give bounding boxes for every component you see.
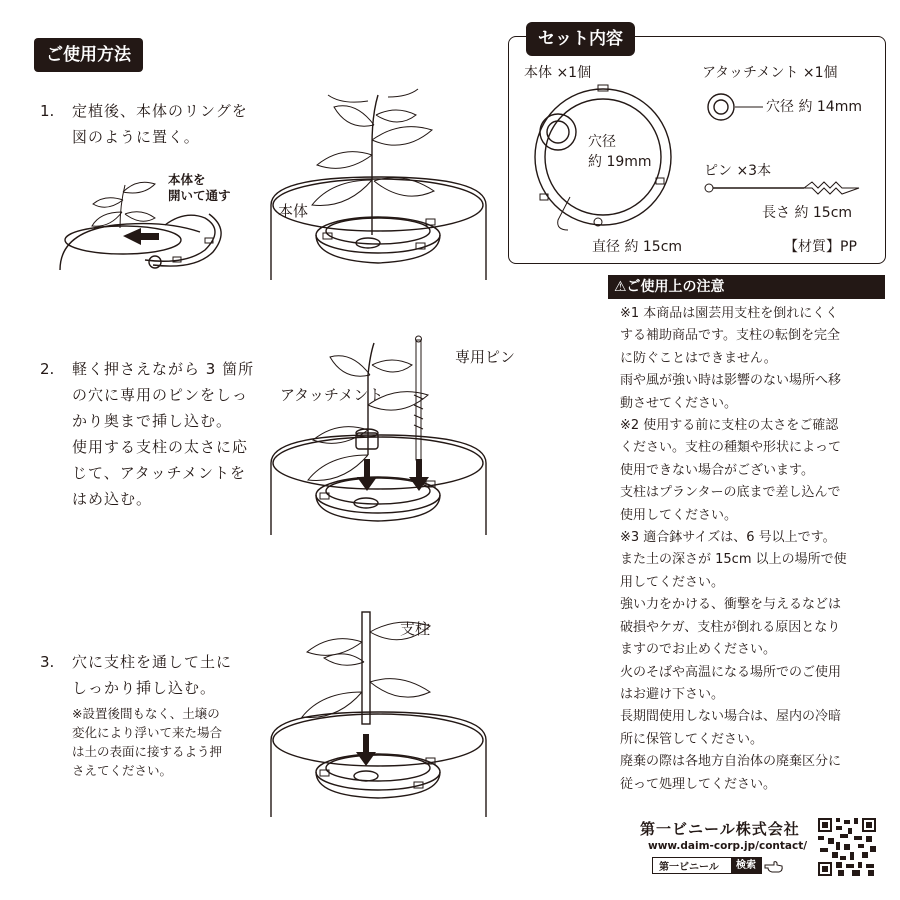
search-button[interactable]: 検索 [731, 858, 761, 873]
caution-line: 支柱はプランターの底まで差し込んで [620, 485, 841, 501]
step3-note-line: は土の表面に接するよう押 [72, 744, 223, 759]
pin-label: 専用ピン [455, 348, 516, 366]
step3-note-line: ※設置後間もなく、土壌の [72, 706, 220, 721]
pin-item: ピン ×3本 [704, 163, 772, 179]
caution-line: 廃棄の際は各地方自治体の廃棄区分に [620, 754, 842, 770]
qr-code-icon[interactable] [818, 818, 876, 876]
step1-callout-line: 本体を [168, 172, 206, 187]
step1-line: 定植後、本体のリングを [72, 102, 248, 120]
caution-line: ※3 適合鉢サイズは、6 号以上です。 [620, 530, 836, 546]
caution-line: ※2 使用する前に支柱の太さをご確認 [620, 418, 839, 434]
caution-line: 強い力をかける、衝撃を与えるなどは [620, 597, 842, 613]
pin-illustration [704, 178, 864, 200]
caution-line: 用してください。 [620, 574, 725, 590]
step2-line: 軽く押さえながら 3 箇所 [72, 360, 255, 378]
step2-line: じて、アタッチメントを [72, 464, 247, 482]
body-item: 本体 ×1個 [524, 65, 592, 81]
caution-line: ください。支柱の種類や形状によって [620, 440, 842, 456]
step1-pot-illustration [268, 85, 493, 280]
step3-pot-illustration [268, 612, 493, 817]
caution-line: 従って処理してください。 [620, 776, 777, 792]
caution-line: ますのでお止めください。 [620, 642, 777, 658]
step3-note [72, 704, 222, 780]
caution-body [620, 303, 886, 796]
pin-length: 長さ 約 15cm [762, 205, 853, 221]
step3-number: 3. [40, 653, 55, 671]
caution-line: はお避け下さい。 [620, 686, 725, 702]
step2-number: 2. [40, 360, 55, 378]
caution-line: 所に保管してください。 [620, 731, 764, 747]
hole-label-line: 約 19mm [588, 154, 652, 170]
caution-line: 長期間使用しない場合は、屋内の冷暗 [620, 709, 842, 725]
stake-label: 支柱 [400, 620, 431, 638]
step2-line: かり奥まで挿し込む。 [72, 412, 233, 430]
step1-text [72, 98, 248, 150]
caution-line: また土の深さが 15cm 以上の場所で使 [620, 552, 847, 568]
step2-line: はめ込む。 [72, 490, 153, 508]
body-hole-label [588, 132, 652, 172]
step3-text [72, 649, 232, 701]
caution-line: ※1 本商品は園芸用支柱を倒れにくく [620, 306, 839, 321]
step2-line: の穴に専用のピンをしっ [72, 386, 249, 404]
step2-line: 使用する支柱の太さに応 [72, 438, 249, 456]
step3-note-line: さえてください。 [72, 763, 173, 778]
step3-line: しっかり挿し込む。 [72, 679, 217, 697]
caution-heading: ⚠ご使用上の注意 [614, 279, 725, 295]
caution-line: に防ぐことはできません。 [620, 350, 777, 366]
company-url[interactable]: www.daim-corp.jp/contact/ [648, 840, 808, 852]
body-label: 本体 [278, 202, 309, 220]
step1-callout [168, 172, 231, 204]
step1-number: 1. [40, 102, 55, 120]
caution-line: 使用してください。 [620, 507, 738, 523]
search-text: 第一ビニール [659, 862, 719, 873]
set-contents-heading: セット内容 [526, 22, 635, 56]
body-diameter: 直径 約 15cm [592, 239, 683, 255]
caution-line: 雨や風が強い時は影響のない場所へ移 [620, 373, 842, 389]
material: 【材質】PP [784, 239, 857, 255]
search-box[interactable] [652, 857, 762, 874]
attachment-hole: 穴径 約 14mm [766, 99, 862, 115]
step1-callout-line: 開いて通す [168, 188, 231, 203]
step3-line: 穴に支柱を通して土に [72, 653, 233, 671]
attachment-illustration [705, 90, 765, 124]
caution-line: 火のそばや高温になる場所でのご使用 [620, 664, 842, 680]
company-name: 第一ビニール株式会社 [640, 820, 800, 838]
hole-label-line: 穴径 [588, 134, 616, 150]
pointer-hand-icon [764, 859, 784, 873]
caution-line: 動させてください。 [620, 395, 738, 411]
caution-line: する補助商品です。支柱の転倒を完全 [620, 328, 840, 344]
step1-line: 図のように置く。 [72, 128, 200, 146]
step2-text [72, 356, 254, 512]
caution-line: 破損やケガ、支柱が倒れる原因となり [620, 619, 841, 635]
usage-heading: ご使用方法 [34, 38, 143, 72]
attachment-item: アタッチメント ×1個 [702, 65, 838, 81]
step3-note-line: 変化により浮いて来た場合 [72, 725, 223, 740]
attachment-label: アタッチメント [280, 386, 384, 404]
caution-line: 使用できない場合がございます。 [620, 462, 814, 478]
